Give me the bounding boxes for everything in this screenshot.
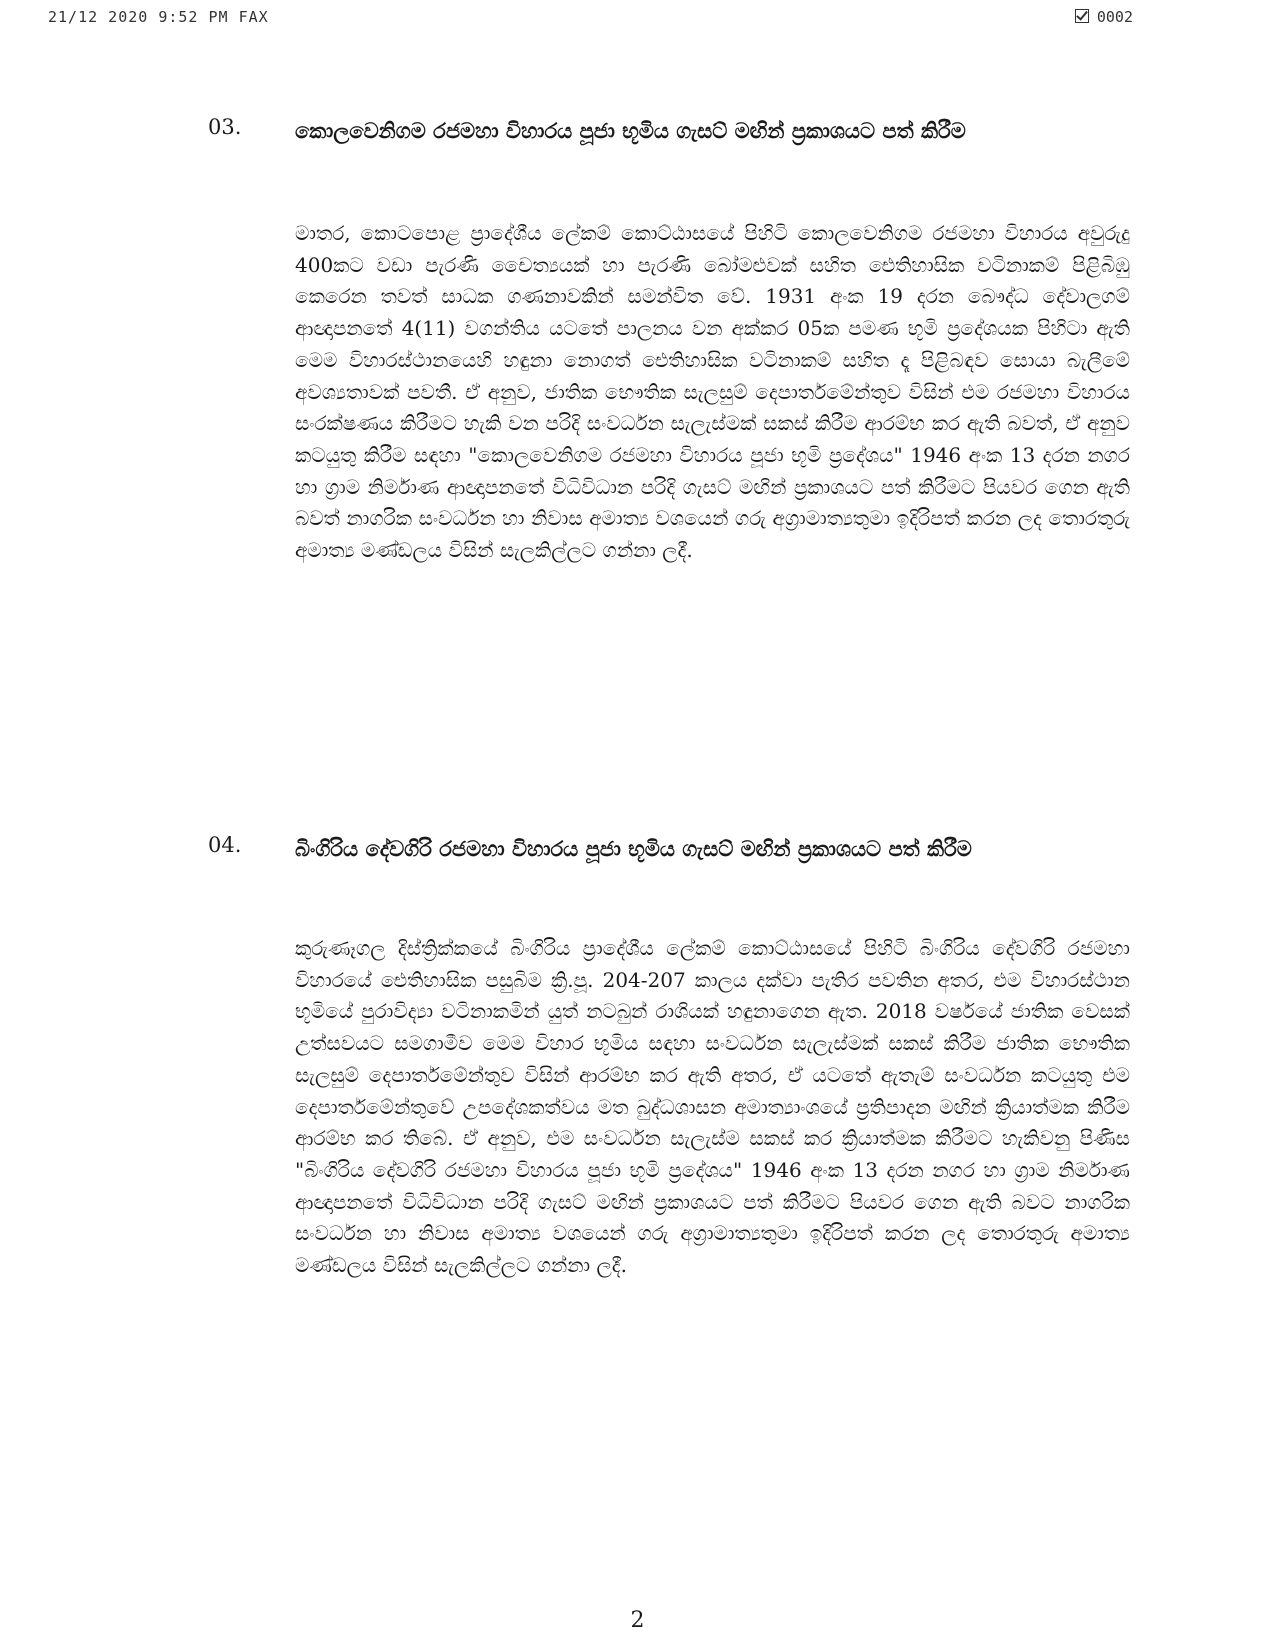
page-number: 2	[630, 1608, 645, 1633]
fax-page-counter	[1075, 8, 1133, 26]
fax-timestamp: 21/12 2020 9:52 PM FAX	[48, 8, 269, 26]
section-number: 03.	[208, 115, 242, 139]
fax-header	[48, 8, 1133, 34]
checkbox-icon	[1075, 9, 1089, 23]
section-body: මාතර, කොටපොළ ප්‍රාදේශීය ලේකම් කොට්ඨාසයේ පිහිටි කොලවෙනිගම රජමහා විහාරය අවුරුදු 400කට වඩා පැරණි චෛත්‍යයක් හා පැරණි බෝමළුවක් සහිත ඓතිහාසික වටිනාකම් පිළිබිඹු කෙරෙන තවත් සාධක ගණනාවකින් සමන්විත වේ. 1931 අංක 19 දරන බෞද්ධ දේවාලගම් ආඥාපනතේ 4(11) වගන්තිය යටතේ පාලනය වන අක්කර 05ක පමණ භූමි ප්‍රදේශයක පිහිටා ඇති මෙම විහාරස්ථානයෙහි හඳුනා නොගත් ඓතිහාසික වටිනාකම් සහිත දෑ පිළිබඳව සොයා බැලීමේ අවශ්‍යතාවක් පවතී. ඒ අනුව, ජාතික භෞතික සැලසුම් දෙපාර්තමේන්තුව විසින් එම රජමහා විහාරය සංරක්ෂණය කිරීමට හැකි වන පරිදි සංවර්ධන සැලැස්මක් සකස් කිරීම ආරම්භ කර ඇති බවත්, ඒ අනුව කටයුතු කිරීම සඳහා "කොලවෙනිගම රජමහා විහාරය පූජා භූමි ප්‍රදේශය" 1946 අංක 13 දරන නගර හා ග්‍රාම නිර්මාණ ආඥාපනතේ විධිවිධාන පරිදි ගැසට් මඟින් ප්‍රකාශයට පත් කිරීමට පියවර ගෙන ඇති බවත් නාගරික සංවර්ධන හා නිවාස අමාත්‍ය වශයෙන් ගරු අග්‍රාමාත්‍යතුමා ඉදිරිපත් කරන ලද තොරතුරු අමාත්‍ය මණ්ඩලය විසින් සැලකිල්ලට ගන්නා ලදී.	[295, 221, 1130, 563]
fax-page-number: 0002	[1096, 8, 1133, 26]
section-number: 04.	[208, 833, 242, 857]
section-title: බිංගිරිය දේවගිරි රජමහා විහාරය පූජා භූමිය ගැසට් මඟින් ප්‍රකාශයට පත් කිරීම	[295, 837, 972, 861]
section-body: කුරුණෑගල දිස්ත්‍රික්කයේ බිංගිරිය ප්‍රාදේශීය ලේකම් කොට්ඨාසයේ පිහිටි බිංගිරිය දේවගිරි රජමහා විහාරයේ ඓතිහාසික පසුබිම ක්‍රි.පූ. 204-207 කාලය දක්වා පැතිර පවතින අතර, එම විහාරස්ථාන භූමියේ පුරාවිද්‍යා වටිනාකමින් යුත් නටබුන් රාශියක් හඳුනාගෙන ඇත. 2018 වර්ෂයේ ජාතික වෙසක් උත්සවයට සමගාමීව මෙම විහාර භූමිය සඳහා සංවර්ධන සැලැස්මක් සකස් කිරීම ජාතික භෞතික සැලසුම් දෙපාර්තමේන්තුව විසින් ආරම්භ කර ඇති අතර, ඒ යටතේ ඇතැම් සංවර්ධන කටයුතු එම දෙපාර්තමේන්තුවේ උපදේශකත්වය මත බුද්ධශාසන අමාත්‍යාංශයේ ප්‍රතිපාදන මඟින් ක්‍රියාත්මක කිරීම ආරම්භ කර තිබේ. ඒ අනුව, එම සංවර්ධන සැලැස්ම සකස් කර ක්‍රියාත්මක කිරීමට හැකිවනු පිණිස "බිංගිරිය දේවගිරි රජමහා විහාරය පූජා භූමි ප්‍රදේශය" 1946 අංක 13 දරන නගර හා ග්‍රාම නිර්මාණ ආඥාපනතේ විධිවිධාන පරිදි ගැසට් මඟින් ප්‍රකාශයට පත් කිරීමට පියවර ගෙන ඇති බවට නාගරික සංවර්ධන හා නිවාස අමාත්‍ය වශයෙන් ගරු අග්‍රාමාත්‍යතුමා ඉදිරිපත් කරන ලද තොරතුරු අමාත්‍ය මණ්ඩලය විසින් සැලකිල්ලට ගන්නා ලදී.	[295, 936, 1130, 1278]
section-title: කොලවෙනිගම රජමහා විහාරය පූජා භූමිය ගැසට් මඟින් ප්‍රකාශයට පත් කිරීම	[295, 119, 966, 143]
